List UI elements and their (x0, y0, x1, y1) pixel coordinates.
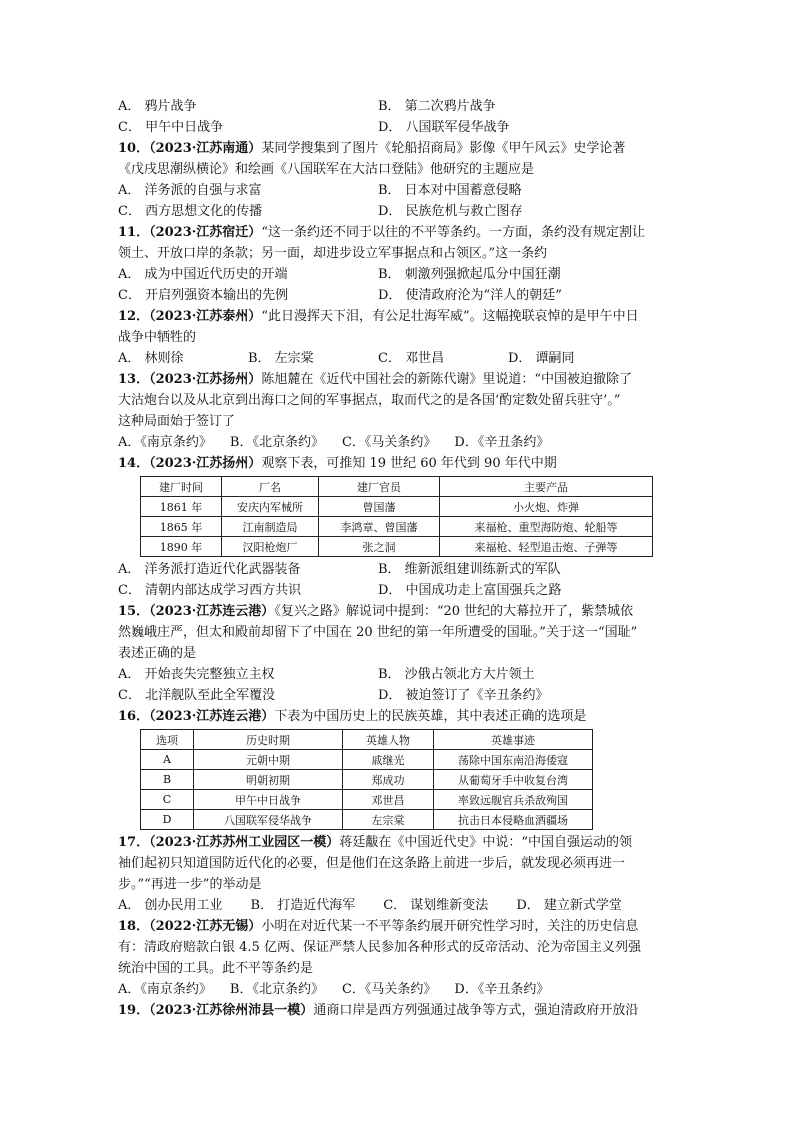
q15-options-row2 (118, 685, 676, 706)
q12-options (118, 348, 676, 369)
q9-options-row1 (118, 96, 676, 117)
table-header-cell: 英雄事迹 (434, 730, 593, 750)
q18-stem-line2: 有：清政府赔款白银 4.5 亿两、保证严禁人民参加各种形式的反帝活动、沦为帝国主义列强 (118, 940, 641, 955)
table-cell: 安庆内军械所 (222, 497, 319, 517)
option-d[interactable]: D． 使清政府沦为“洋人的朝廷” (378, 288, 562, 303)
question-text: 蒋廷黻在《中国近代史》中说：“中国自强运动的领 (339, 835, 632, 850)
option-b[interactable]: B．《北京条约》 (229, 982, 324, 997)
option-b[interactable]: B． 日本对中国蓄意侵略 (378, 183, 522, 198)
q13-stem-line3: 这种局面始于签订了 (118, 414, 236, 429)
table-row (141, 517, 653, 537)
q10-stem (118, 138, 676, 159)
question-source: （2023·江苏扬州） (149, 456, 262, 471)
option-d[interactable]: D． 被迫签订了《辛丑条约》 (378, 688, 549, 703)
question-source: （2023·江苏扬州） (149, 372, 262, 387)
q15-stem (118, 601, 676, 622)
table-cell: D (141, 810, 194, 830)
table-cell: 1865 年 (141, 517, 222, 537)
q13-stem-line2: 大沽炮台以及从北京到出海口之间的军事据点，取而代之的是各国‘酌定数处留兵驻守’。” (118, 393, 621, 408)
option-d[interactable]: D． 中国成功走上富国强兵之路 (378, 583, 562, 598)
table-header-cell: 选项 (141, 730, 194, 750)
q14-options-row1 (118, 559, 676, 580)
table-cell: 江南制造局 (222, 517, 319, 537)
option-a[interactable]: A． 创办民用工业 (118, 898, 223, 913)
option-c[interactable]: C．《马关条约》 (341, 435, 437, 450)
table-cell: 八国联军侵华战争 (194, 810, 343, 830)
table-cell: 明朝初期 (194, 770, 343, 790)
table-row (141, 497, 653, 517)
q17-stem-line3: 步。”“再进一步”的举动是 (118, 877, 262, 892)
option-c[interactable]: C． 邓世昌 (378, 351, 445, 366)
table-cell: A (141, 750, 194, 770)
q11-options-row2 (118, 285, 676, 306)
q11-options-row1 (118, 264, 676, 285)
question-text: 通商口岸是西方列强通过战争等方式，强迫清政府开放沿 (313, 1003, 639, 1018)
option-a[interactable]: A． 林则徐 (118, 351, 184, 366)
q12-stem-line2: 战争中牺牲的 (118, 330, 197, 345)
table-header-cell: 厂名 (222, 477, 319, 497)
question-text: “这一条约还不同于以往的不平等条约。一方面，条约没有规定割让 (261, 225, 645, 240)
option-a[interactable]: A． 鸦片战争 (118, 99, 197, 114)
option-a[interactable]: A．《南京条约》 (118, 982, 212, 997)
question-text: 某同学搜集到了图片《轮船招商局》影像《甲午风云》史学论著 (261, 141, 626, 156)
q17-stem (118, 832, 676, 853)
option-d[interactable]: D． 谭嗣同 (508, 351, 575, 366)
option-a[interactable]: A． 洋务派的自强与求富 (118, 183, 262, 198)
q15-stem-line3: 表述正确的是 (118, 646, 197, 661)
option-b[interactable]: B． 打造近代海军 (250, 898, 356, 913)
option-c[interactable]: C． 甲午中日战争 (118, 120, 224, 135)
table-header-row (141, 477, 653, 497)
question-text: 观察下表，可推知 19 世纪 60 年代到 90 年代中期 (261, 456, 557, 471)
table-row (141, 750, 593, 770)
option-d[interactable]: D． 民族危机与救亡图存 (378, 204, 523, 219)
table-header-row (141, 730, 593, 750)
table-cell: 曾国藩 (319, 497, 440, 517)
q11-stem (118, 222, 676, 243)
q13-options (118, 432, 676, 453)
question-number: 16． (118, 709, 150, 724)
table-cell: B (141, 770, 194, 790)
option-c[interactable]: C． 谋划维新变法 (383, 898, 489, 913)
question-number: 14． (118, 456, 150, 471)
table-cell: 1890 年 (141, 537, 222, 557)
option-b[interactable]: B．《北京条约》 (229, 435, 324, 450)
question-source: （2023·江苏南通） (149, 141, 262, 156)
question-number: 15． (118, 604, 150, 619)
option-a[interactable]: A． 开始丧失完整独立主权 (118, 667, 275, 682)
q17-options (118, 895, 676, 916)
table-cell: 小火炮、炸弹 (440, 497, 653, 517)
question-number: 12． (118, 309, 150, 324)
q15-options-row1 (118, 664, 676, 685)
question-number: 19． (118, 1003, 150, 1018)
question-source: （2023·江苏苏州工业园区一模） (149, 835, 340, 850)
question-text: 陈旭麓在《近代中国社会的新陈代谢》里说道：“中国被迫撤除了 (261, 372, 632, 387)
q12-stem (118, 306, 676, 327)
option-b[interactable]: B． 沙俄占领北方大片领土 (378, 667, 535, 682)
table-cell: 抗击日本侵略血洒疆场 (434, 810, 593, 830)
question-source: （2023·江苏连云港） (149, 709, 275, 724)
table-cell: 李鸿章、曾国藩 (319, 517, 440, 537)
table-header-cell: 主要产品 (440, 477, 653, 497)
question-number: 18． (118, 919, 150, 934)
question-number: 17． (118, 835, 150, 850)
table-header-cell: 历史时期 (194, 730, 343, 750)
option-d[interactable]: D．《辛丑条约》 (454, 435, 550, 450)
option-a[interactable]: A．《南京条约》 (118, 435, 212, 450)
q10-options-row1 (118, 180, 676, 201)
option-c[interactable]: C． 北洋舰队至此全军覆没 (118, 688, 276, 703)
table-cell: 郑成功 (343, 770, 434, 790)
table-cell: 来福枪、重型海防炮、轮船等 (440, 517, 653, 537)
option-c[interactable]: C． 西方思想文化的传播 (118, 204, 263, 219)
table-cell: 张之洞 (319, 537, 440, 557)
option-d[interactable]: D． 八国联军侵华战争 (378, 120, 510, 135)
q18-stem-line3: 统治中国的工具。此不平等条约是 (118, 961, 314, 976)
table-cell: C (141, 790, 194, 810)
q16-table (140, 729, 593, 830)
q15-stem-line2: 然巍峨庄严，但太和殿前却留下了中国在 20 世纪的第一年所遭受的国耻。”关于这一“国耻” (118, 625, 638, 640)
question-number: 11． (118, 225, 150, 240)
question-text: 下表为中国历史上的民族英雄，其中表述正确的选项是 (274, 709, 587, 724)
question-number: 13． (118, 372, 150, 387)
option-d[interactable]: D． 建立新式学堂 (516, 898, 622, 913)
option-b[interactable]: B． 维新派组建训练新式的军队 (378, 562, 561, 577)
q14-options-row2 (118, 580, 676, 601)
question-source: （2023·江苏徐州沛县一模） (149, 1003, 314, 1018)
option-a[interactable]: A． 洋务派打造近代化武器装备 (118, 562, 301, 577)
q16-stem (118, 706, 676, 727)
option-b[interactable]: B． 左宗棠 (248, 351, 314, 366)
table-row (141, 790, 593, 810)
question-source: （2022·江苏无锡） (149, 919, 262, 934)
q18-stem (118, 916, 676, 937)
table-header-cell: 英雄人物 (343, 730, 434, 750)
q14-table (140, 476, 653, 557)
table-header-cell: 建厂时间 (141, 477, 222, 497)
table-header-cell: 建厂官员 (319, 477, 440, 497)
table-cell: 汉阳枪炮厂 (222, 537, 319, 557)
option-c[interactable]: C． 清朝内部达成学习西方共识 (118, 583, 302, 598)
q14-stem (118, 453, 676, 474)
option-b[interactable]: B． 刺激列强掀起瓜分中国狂潮 (378, 267, 561, 282)
question-text: 《复兴之路》解说词中提到：“20 世纪的大幕拉开了，紫禁城依 (274, 604, 634, 619)
option-c[interactable]: C．《马关条约》 (341, 982, 437, 997)
question-source: （2023·江苏宿迁） (149, 225, 262, 240)
question-text: “此日漫挥天下泪，有公足壮海军威”。这幅挽联哀悼的是甲午中日 (261, 309, 639, 324)
table-cell: 率致远舰官兵杀敌殉国 (434, 790, 593, 810)
table-cell: 甲午中日战争 (194, 790, 343, 810)
q19-stem (118, 1000, 676, 1021)
question-text: 小明在对近代某一不平等条约展开研究性学习时，关注的历史信息 (261, 919, 639, 934)
table-cell: 元朝中期 (194, 750, 343, 770)
question-source: （2023·江苏泰州） (149, 309, 262, 324)
table-row (141, 770, 593, 790)
q13-stem (118, 369, 676, 390)
table-row (141, 537, 653, 557)
q11-stem-line2: 领土、开放口岸的条款；另一面，却进步设立军事据点和占领区。”这一条约 (118, 246, 548, 261)
option-c[interactable]: C． 开启列强资本输出的先例 (118, 288, 289, 303)
table-cell: 邓世昌 (343, 790, 434, 810)
table-cell: 从葡萄牙手中收复台湾 (434, 770, 593, 790)
option-d[interactable]: D．《辛丑条约》 (454, 982, 550, 997)
option-b[interactable]: B． 第二次鸦片战争 (378, 99, 496, 114)
q10-options-row2 (118, 201, 676, 222)
table-cell: 来福枪、轻型追击炮、子弹等 (440, 537, 653, 557)
question-source: （2023·江苏连云港） (149, 604, 275, 619)
exam-page (118, 96, 676, 1021)
option-a[interactable]: A． 成为中国近代历史的开端 (118, 267, 288, 282)
table-cell: 荡除中国东南沿海倭寇 (434, 750, 593, 770)
q10-stem-line2: 《戊戌思潮纵横论》和绘画《八国联军在大沽口登陆》他研究的主题应是 (118, 162, 535, 177)
q17-stem-line2: 袖们起初只知道国防近代化的必要，但是他们在这条路上前进一步后，就发现必须再进一 (118, 856, 626, 871)
q9-options-row2 (118, 117, 676, 138)
table-cell: 1861 年 (141, 497, 222, 517)
q18-options (118, 979, 676, 1000)
question-number: 10． (118, 141, 150, 156)
table-cell: 左宗棠 (343, 810, 434, 830)
table-row (141, 810, 593, 830)
table-cell: 戚继光 (343, 750, 434, 770)
